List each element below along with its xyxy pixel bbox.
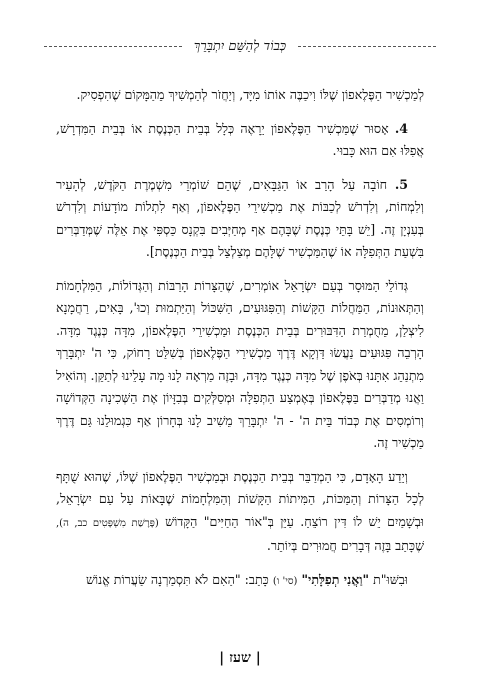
paragraph-text: חוֹבָה עַל הָרַב אוֹ הַגַּבָּאִים, שֶׁהֵם שׁוֹמְרֵי מִשְׁמֶרֶת הַקֹּדֶשׁ, לְהָעִיר וְלִמְחוֹת, וְלִדְרֹשׁ לְכַבּוֹת אֶת מַכְשִׁירֵי הַפֶּלֶאפוֹן, וְאַף לִתְלוֹת מוֹדָעוֹת וְלִדְרֹשׁ בְּעִנְיָן זֶה. [יֵשׁ בָּתֵּי כְּנֶסֶת שֶׁבָּהֶם אַף מְחַיְּבִים בִּקְנָס כַּסְפִּי אֶת אֵלֶּה שֶׁמְּדַבְּרִים בִּשְׁעַת הַתְּפִלָּה אוֹ שֶׁהַמַּכְשִׁיר שֶׁלָּהֶם מְצַלְצֵל בְּבֵית הַכְּנֶסֶת]. (56, 176, 424, 259)
paragraph-gedolei-hamusar: גְּדוֹלֵי הַמּוּסָר בְּעַם יִשְׂרָאֵל אוֹמְרִים, שֶׁהַצָּרוֹת הָרַבּוֹת וְהַגְּדוֹלוֹת, הַמִּלְחָמוֹת וְהַתְּאוּנוֹת, הַמַּחֲלוֹת הַקָּשׁוֹת וְהַפִּגּוּעִים, הַשִּׁכּוֹל וְהַיַּתְמוּת וְכוּ', בָּאִים, רַחֲמָנָא לִיצְלַן, מֵחֻמְרַת הַדִּבּוּרִים בְּבֵית הַכְּנֶסֶת וּמַכְשִׁירֵי הַפֶּלֶאפוֹן, מִדָּה כְּנֶגֶד מִדָּה. הָרְבֵה פִּגּוּעִים נַעֲשׂוּ דַּוְקָא דֶּרֶךְ מַכְשִׁירֵי הַפֶּלֶאפוֹן בְּשִׁלַּט רָחוֹק, כִּי ה' יִתְבָּרַךְ מִתְנַהֵג אִתָּנוּ בְּאֹפֶן שֶׁל מִדָּה כְּנֶגֶד מִדָּה, וּבָזֶה מַרְאָה לָנוּ מָה עָלֵינוּ לְתַקֵּן. וְהוֹאִיל וַאֲנוּ מְדַבְּרִים בַּפֶּלֶאפוֹן בְּאֶמְצַע הַתְּפִלָּה וּמְסַלְּקִים בְּבִזָּיוֹן אֶת הַשְּׁכִינָה הַקְּדוֹשָׁה וְרוֹמְסִים אֶת כְּבוֹד בֵּית ה' - ה' יִתְבָּרַךְ מֵשִׁיב לָנוּ בְּחָרוֹן אַף כִּגְמוּלֵנוּ גַּם דֶּרֶךְ מַכְשִׁיר זֶה. (56, 277, 424, 450)
source-reference: (סי' ו) (272, 575, 298, 587)
paragraph-4 (56, 118, 424, 163)
header-rule-right (298, 46, 436, 47)
paragraph-text: וּבִשּׁוּ"ת (373, 571, 408, 587)
paragraph-veyeda-haadam (56, 466, 424, 558)
paragraph-number: 5. (394, 176, 408, 192)
paragraph-text-end: שֶׁכָּתַב בָּזֶה דְּבָרִים חֲמוּרִים בְּיוֹתֵר. (266, 538, 424, 553)
source-reference: (פָּרָשַׁת מִשְׁפָּטִים כב, ה), (56, 517, 159, 529)
running-header (44, 38, 436, 54)
page-number: | שעז | (219, 650, 261, 666)
header-title: כְּבוֹד לְהַשֵּׁם יִתְבָּרֵךְ (193, 39, 287, 54)
body-text (56, 84, 424, 604)
book-title: "וַאֲנִי תְפִלָּתִי" (301, 571, 370, 587)
paragraph-5 (56, 174, 424, 264)
header-rule-left (44, 46, 182, 47)
paragraph-number: 4. (394, 120, 408, 136)
paragraph-vaani-tefilati (56, 569, 424, 594)
paragraph-continuation: לְמַכְשִׁיר הַפֶּלֶאפוֹן שֶׁלּוֹ וִיכַבֶּה אוֹתוֹ מִיָּד, וְיַחֲזֹר לְהַמְשִׁיךְ מֵהַמָּקוֹם שֶׁהִפְסִיק. (76, 87, 424, 102)
paragraph-text-end: כָּתַב: "הַאִם לֹא תִּסְמַרְנָה שַׂעֲרוֹת אֱנוֹשׁ (85, 571, 269, 587)
paragraph-text: וְיֵדַע הָאָדָם, כִּי הַמְדַבֵּר בְּבֵית הַכְּנֶסֶת וּבְמַכְשִׁיר הַפֶּלֶאפוֹן שֶׁלּוֹ, שֶׁהוּא שֻׁתָּף לְכָל הַצָּרוֹת וְהַמַּכּוֹת, הַמִּיתוֹת הַקָּשׁוֹת וְהַמִּלְחָמוֹת שֶׁבָּאוֹת עַל עַם יִשְׂרָאֵל, וּבְשָׁמַיִם יֵשׁ לוֹ דִּין רוֹצֵחַ. עַיֵּן בְּ"אוֹר הַחַיִּים" הַקָּדוֹשׁ (56, 468, 424, 529)
paragraph-text: אָסוּר שֶׁמַּכְשִׁיר הַפֶּלֶאפוֹן יֵרָאֶה כְּלָל בְּבֵית הַכְּנֶסֶת אוֹ בְּבֵית הַמִּדְרָשׁ, אֲפִלּוּ אִם הוּא כָּבוּי. (56, 120, 424, 158)
